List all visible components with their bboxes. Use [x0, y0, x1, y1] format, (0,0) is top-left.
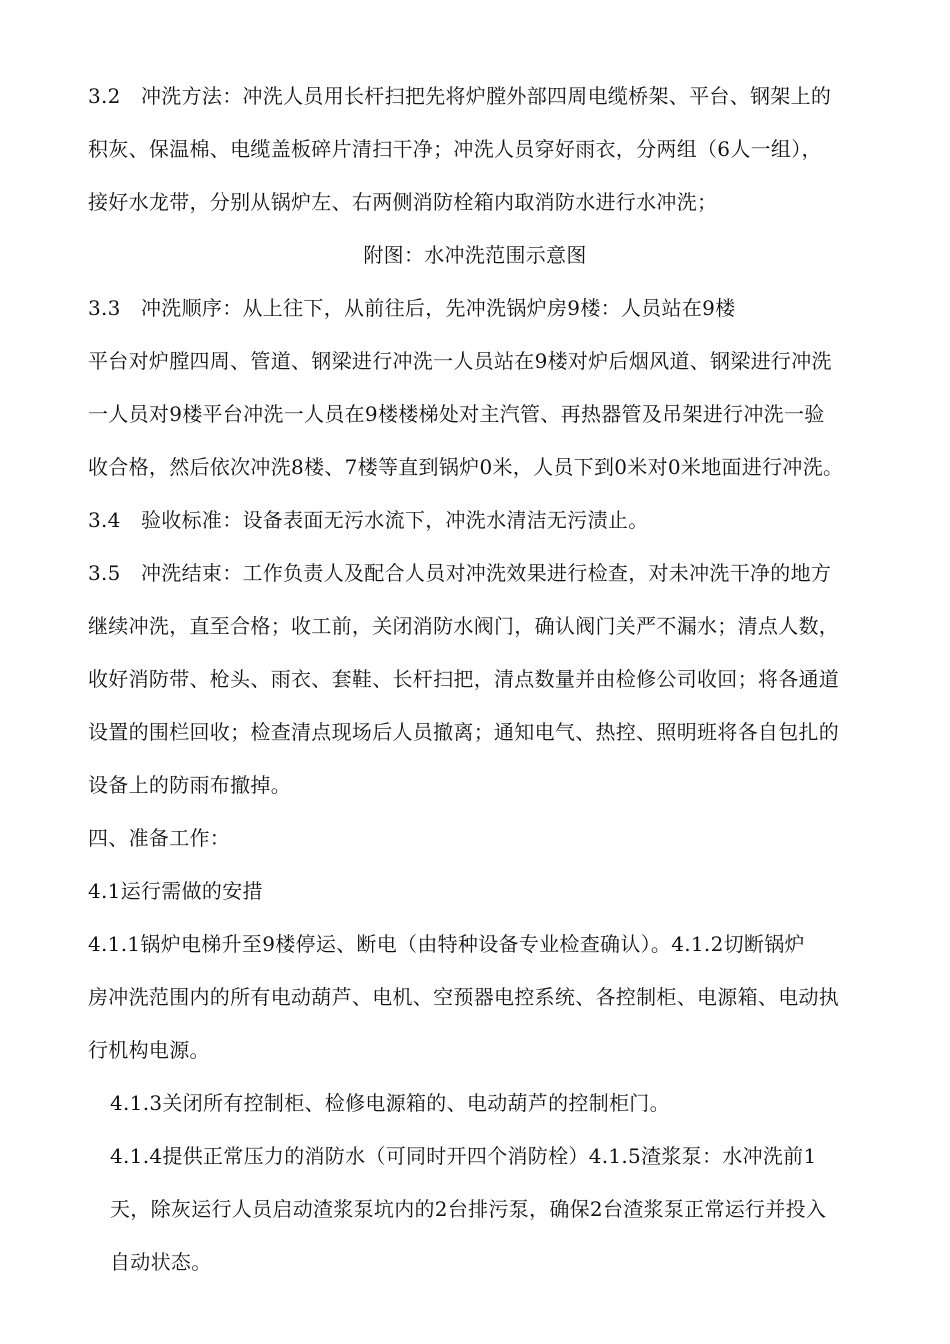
- text-line-3-3-b: 平台对炉膛四周、管道、钢梁进行冲洗一人员站在9楼对炉后烟风道、钢梁进行冲洗: [88, 349, 832, 373]
- section-heading-4: 四、准备工作：: [88, 826, 231, 850]
- text-line-3-5-d: 设置的围栏回收；检查清点现场后人员撤离；通知电气、热控、照明班将各自包扎的: [88, 720, 840, 744]
- text-line-3-5-b: 继续冲洗，直至合格；收工前，关闭消防水阀门，确认阀门关严不漏水；清点人数，: [88, 614, 840, 638]
- text-line-3-2-b: 积灰、保温棉、电缆盖板碎片清扫干净；冲洗人员穿好雨衣，分两组（6人一组），: [88, 137, 822, 161]
- text-line-3-5-a: 3.5 冲洗结束：工作负责人及配合人员对冲洗效果进行检查，对未冲洗干净的地方: [88, 561, 832, 585]
- text-line-4-1-1-b: 房冲洗范围内的所有电动葫芦、电机、空预器电控系统、各控制柜、电源箱、电动执: [88, 985, 840, 1009]
- text-line-3-3-a: 3.3 冲洗顺序：从上往下，从前往后，先冲洗锅炉房9楼：人员站在9楼: [88, 296, 736, 320]
- text-line-4-1-1-a: 4.1.1锅炉电梯升至9楼停运、断电（由特种设备专业检查确认）。4.1.2切断锅炉: [88, 932, 805, 956]
- text-line-4-1-3: 4.1.3关闭所有控制柜、检修电源箱的、电动葫芦的控制柜门。: [110, 1091, 670, 1115]
- text-line-3-3-c: 一人员对9楼平台冲洗一人员在9楼楼梯处对主汽管、再热器管及吊架进行冲洗一验: [88, 402, 825, 426]
- figure-caption: 附图：水冲洗范围示意图: [363, 243, 587, 267]
- text-line-3-5-c: 收好消防带、枪头、雨衣、套鞋、长杆扫把，清点数量并由检修公司收回；将各通道: [88, 667, 840, 691]
- text-line-4-1-4-b: 天，除灰运行人员启动渣浆泵坑内的2台排污泵，确保2台渣浆泵正常运行并投入: [110, 1197, 827, 1221]
- text-line-3-2-a: 3.2 冲洗方法：冲洗人员用长杆扫把先将炉膛外部四周电缆桥架、平台、钢架上的: [88, 84, 832, 108]
- text-line-3-2-c: 接好水龙带，分别从锅炉左、右两侧消防栓箱内取消防水进行水冲洗；: [88, 190, 718, 214]
- text-line-4-1-4-c: 自动状态。: [110, 1250, 212, 1274]
- text-line-4-1-1-c: 行机构电源。: [88, 1038, 210, 1062]
- text-line-3-5-e: 设备上的防雨布撤掉。: [88, 773, 291, 797]
- subsection-heading-4-1: 4.1运行需做的安措: [88, 879, 263, 903]
- text-line-3-4: 3.4 验收标准：设备表面无污水流下，冲洗水清洁无污渍止。: [88, 508, 649, 532]
- text-line-4-1-4-a: 4.1.4提供正常压力的消防水（可同时开四个消防栓）4.1.5渣浆泵：水冲洗前1: [110, 1144, 817, 1168]
- text-line-3-3-d: 收合格，然后依次冲洗8楼、7楼等直到锅炉0米，人员下到0米对0米地面进行冲洗。: [88, 455, 844, 479]
